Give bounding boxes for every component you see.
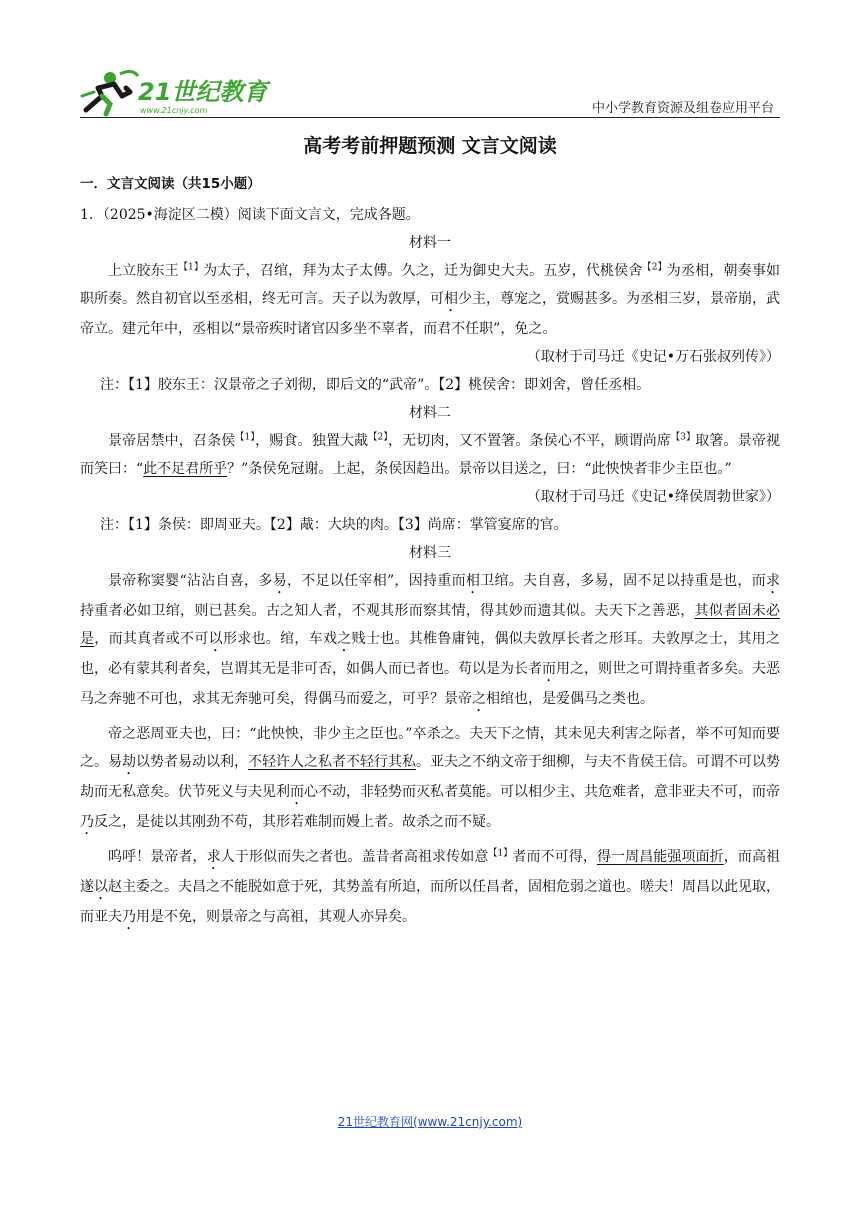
material3-paragraph-3: 呜呼！景帝者，求人于形似而失之者也。盖昔者高祖求传如意$^{【1】}$者而不可得，得一周昌能强项面折，而高祖遂以赵主委之。夫昌之不能脱如意于死，其势盖有所迫，而所以任昌者，固相危弱之道也。嗟夫！周昌以此见取，而亚夫乃用是不免，则景帝之与高祖，其观人亦异矣。 [80,848,781,925]
material3-paragraph-2: 帝之恶周亚夫也，曰：“此怏怏，非少主之臣也。”卒杀之。夫天下之情，其未见夫利害之际者，举不可知而要之。易劫以势者易动以利，不轻许人之私者不轻行其私。亚夫之不纳文帝于细柳，与夫不肯侯王信。可谓不可以势劫而无私意矣。伏节死义与夫见利而心不动，非轻势而灭私者莫能。可以相少主、共危难者，意非亚夫不可，而帝乃反之，是徒以其刚劲不苟，其形若难制而嫚上者。故杀之而不疑。 [80,726,780,830]
material1-source: （取材于司马迁《史记•万石张叔列传》） [526,349,780,365]
underlined-sentence: 得一周昌能强项面折 [596,849,724,865]
material2-source: （取材于司马迁《史记•绛侯周勃世家》） [526,489,780,505]
material1-label: 材料一 [409,235,451,251]
document-title: 高考考前押题预测 文言文阅读 [303,135,557,157]
underlined-sentence: 不轻许人之私者不轻行其私 [248,754,416,770]
material2-label: 材料二 [409,405,451,421]
site-logo[interactable] [80,66,280,118]
material3-paragraph-1: 景帝称窦婴“沾沾自喜，多易，不足以任宰相”，因持重而相卫绾。夫自喜，多易，固不足以持重是也，而求持重者必如卫绾，则已甚矣。古之知人者，不观其形而察其情，得其妙而遗其似。夫天下之善恶，其似者固未必是，而其真者或不可以形求也。绾，车戏之贱士也。其椎鲁庸钝，偶似夫敦厚长者之形耳。夫敦厚之士，其用之也，必有蒙其利者矣，岂谓其无是非可否，如偶人而已者也。苟以是为长者而用之，则世之可谓持重者多矣。夫恶马之奔驰不可也，求其无奔驰可矣，得偶马而爱之，可乎？景帝之相绾也，是爱偶马之类也。 [80,573,781,707]
platform-name: 中小学教育资源及组卷应用平台 [591,101,774,116]
underlined-sentence: 其似者固未必是 [80,603,781,647]
svg-text:21世纪教育: 21世纪教育 [138,78,268,106]
material2-note: 注：【1】条侯：即周亚夫。【2】胾：大块的肉。【3】尚席：掌管宴席的官。 [100,517,568,533]
underlined-sentence: 此不足君所乎 [143,461,228,477]
material1-paragraph: 上立胶东王$^{【1】}$为太子，召绾，拜为太子太傅。久之，迁为御史大夫。五岁，代桃侯舍$^{【2】}$为丞相，朝奏事如职所奏。然自初官以至丞相，终无可言。天子以为敦厚，可相少主，尊宠之，赏赐甚多。为丞相三岁，景帝崩，武帝立。建元年中，丞相以“景帝疾时诸官囚多坐不辜者，而君不任职”，免之。 [80,262,780,337]
question-stem: 1．（2025•海淀区二模）阅读下面文言文，完成各题。 [80,207,420,223]
material1-note: 注：【1】胶东王：汉景帝之子刘彻，即后文的“武帝”。【2】桃侯舍：即刘舍，曾任丞相。 [100,377,651,393]
material3-label: 材料三 [409,545,451,561]
footer [0,1113,860,1130]
footer-link[interactable]: 21世纪教育网(www.21cnjy.com) [337,1115,523,1129]
svg-text:www.21cnjy.com: www.21cnjy.com [140,106,208,115]
header-divider [80,117,780,118]
section-heading: 一．文言文阅读（共15小题） [80,176,261,192]
document-content [80,170,780,933]
runner-logo-icon [80,66,280,118]
material2-paragraph: 景帝居禁中，召条侯$^{【1】}$，赐食。独置大胾$^{【2】}$，无切肉，又不置箸。条侯心不平，顾谓尚席$^{【3】}$取箸。景帝视而笑曰：“此不足君所乎？”条侯免冠谢。上起，条侯因趋出。景帝以目送之，曰：“此怏怏者非少主臣也。” [80,432,781,477]
